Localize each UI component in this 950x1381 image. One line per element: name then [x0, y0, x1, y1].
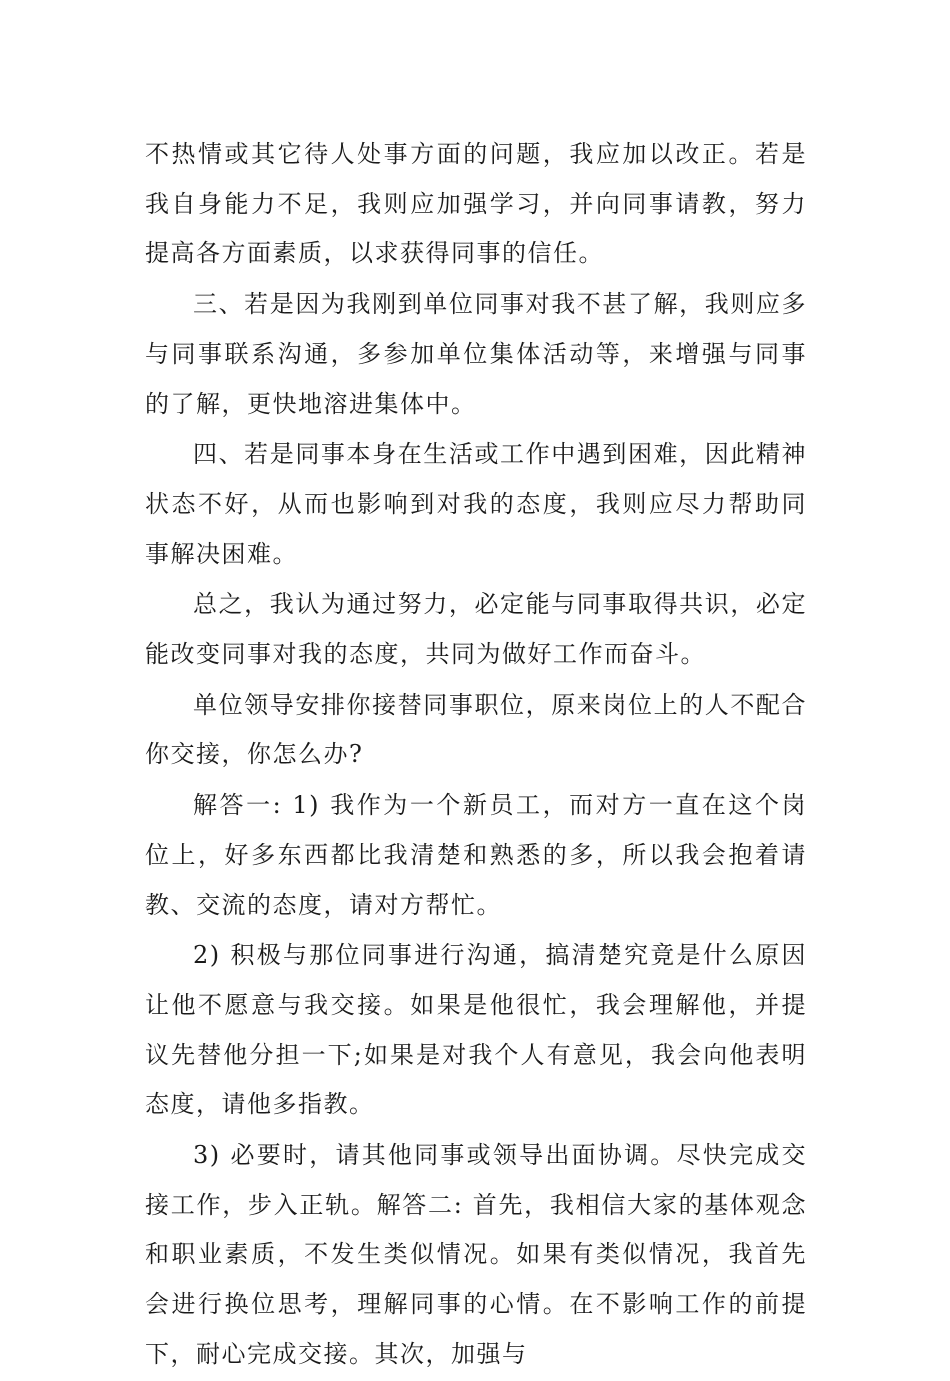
paragraph-answer-one: 解答一: 1) 我作为一个新员工，而对方一直在这个岗位上，好多东西都比我清楚和熟悉的多，所以我会抱着请教、交流的态度，请对方帮忙。	[145, 791, 807, 919]
document-body	[145, 130, 807, 1381]
paragraph-conclusion: 总之，我认为通过努力，必定能与同事取得共识，必定能改变同事对我的态度，共同为做好工作而奋斗。	[145, 590, 807, 669]
paragraph-point-four: 四、若是同事本身在生活或工作中遇到困难，因此精神状态不好，从而也影响到对我的态度，我则应尽力帮助同事解决困难。	[145, 440, 807, 568]
paragraph-question: 单位领导安排你接替同事职位，原来岗位上的人不配合你交接，你怎么办?	[145, 690, 807, 769]
paragraph-answer-step-three: 3) 必要时，请其他同事或领导出面协调。尽快完成交接工作，步入正轨。解答二: 首先，我相信大家的基体观念和职业素质，不发生类似情况。如果有类似情况，我首先会进行换位思考，理解同事的心情。在不影响工作的前提下，耐心完成交接。其次，加强与	[145, 1141, 807, 1368]
paragraph-continuation: 不热情或其它待人处事方面的问题，我应加以改正。若是我自身能力不足，我则应加强学习，并向同事请教，努力提高各方面素质，以求获得同事的信任。	[145, 140, 807, 268]
paragraph-answer-step-two: 2) 积极与那位同事进行沟通，搞清楚究竟是什么原因让他不愿意与我交接。如果是他很忙，我会理解他，并提议先替他分担一下;如果是对我个人有意见，我会向他表明态度，请他多指教。	[145, 941, 807, 1119]
paragraph-point-three: 三、若是因为我刚到单位同事对我不甚了解，我则应多与同事联系沟通，多参加单位集体活动等，来增强与同事的了解，更快地溶进集体中。	[145, 290, 807, 418]
